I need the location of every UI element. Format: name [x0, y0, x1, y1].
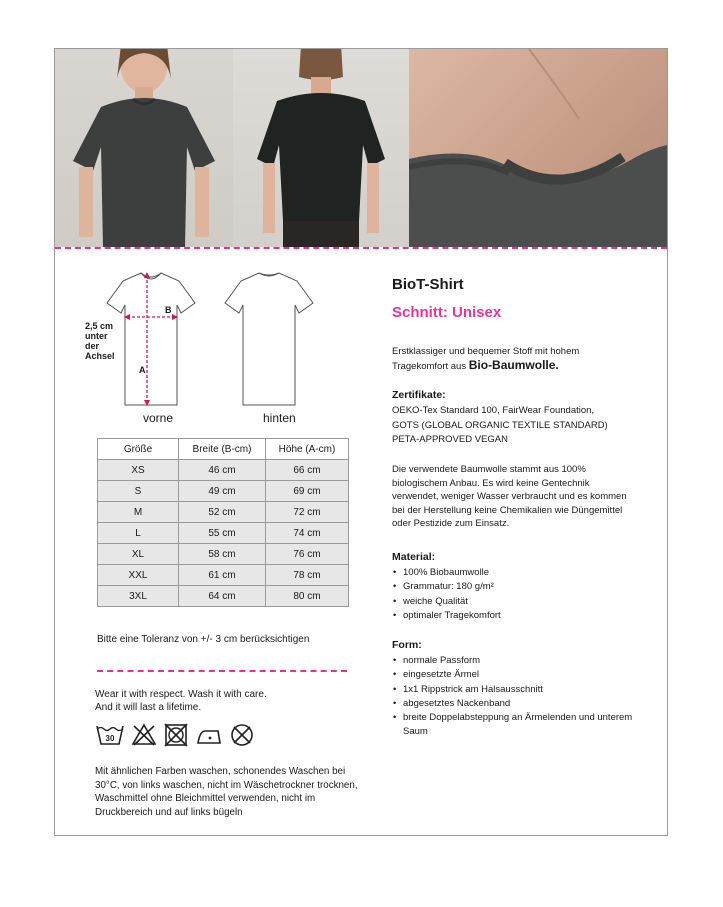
photo-strip	[55, 49, 667, 247]
list-item: • weiche Qualität	[392, 595, 632, 609]
table-row	[98, 502, 349, 523]
list-item: • abgesetztes Nackenband	[392, 697, 636, 711]
product-sheet	[54, 48, 668, 836]
table-cell: 72 cm	[266, 502, 349, 523]
table-row	[98, 544, 349, 565]
table-cell: XXL	[98, 565, 179, 586]
wash-30-icon	[95, 723, 125, 747]
table-cell: 46 cm	[179, 460, 266, 481]
intro-text	[392, 345, 624, 373]
table-cell: XL	[98, 544, 179, 565]
table-row	[98, 586, 349, 607]
iron-low-icon	[195, 723, 223, 747]
table-cell: 66 cm	[266, 460, 349, 481]
table-cell: L	[98, 523, 179, 544]
list-item: • normale Passform	[392, 654, 636, 668]
table-cell: 64 cm	[179, 586, 266, 607]
intro-bold: Bio-Baumwolle.	[468, 357, 559, 372]
list-item: • Grammatur: 180 g/m²	[392, 580, 632, 594]
no-tumble-dry-icon	[163, 723, 189, 747]
intro-normal: Erstklassiger und bequemer Stoff mit hohem Tragekomfort aus	[392, 346, 580, 372]
cert-line-1: OEKO-Tex Standard 100, FairWear Foundation,	[392, 405, 595, 416]
table-row	[98, 523, 349, 544]
table-cell: 55 cm	[179, 523, 266, 544]
table-cell: 61 cm	[179, 565, 266, 586]
cert-line-3: PETA-APPROVED VEGAN	[392, 434, 508, 445]
list-item: • 100% Biobaumwolle	[392, 566, 632, 580]
product-subtitle: Schnitt: Unisex	[392, 304, 502, 321]
model-back-photo	[233, 49, 409, 247]
table-cell: 78 cm	[266, 565, 349, 586]
table-row	[98, 565, 349, 586]
table-cell: S	[98, 481, 179, 502]
table-cell: 80 cm	[266, 586, 349, 607]
tolerance-note: Bitte eine Toleranz von +/- 3 cm berücksichtigen	[97, 634, 310, 645]
measure-a-label: A	[139, 365, 146, 375]
table-cell: M	[98, 502, 179, 523]
no-bleach-icon	[131, 723, 157, 747]
product-title: BioT-Shirt	[392, 276, 464, 293]
wear-line-2: And it will last a lifetime.	[95, 702, 202, 713]
column-header: Höhe (A-cm)	[266, 439, 349, 460]
divider-top	[55, 247, 667, 249]
table-row	[98, 460, 349, 481]
column-header: Größe	[98, 439, 179, 460]
care-instructions: Mit ähnlichen Farben waschen, schonendes Waschen bei 30°C, von links waschen, nicht im Wäschetrockner trocknen, Waschmittel ohne Bleichmittel verwenden, nicht im Druckbereich und auf links bügeln	[95, 766, 358, 818]
size-table	[97, 438, 349, 607]
table-cell: 3XL	[98, 586, 179, 607]
table-header-row	[98, 439, 349, 460]
table-cell: 49 cm	[179, 481, 266, 502]
table-cell: 58 cm	[179, 544, 266, 565]
no-dry-clean-icon	[229, 723, 255, 747]
table-cell: 74 cm	[266, 523, 349, 544]
wash-temp-text: 30	[105, 734, 115, 743]
table-cell: 52 cm	[179, 502, 266, 523]
divider-left	[97, 670, 347, 672]
column-header: Breite (B-cm)	[179, 439, 266, 460]
back-view-label: hinten	[263, 411, 296, 425]
table-cell: XS	[98, 460, 179, 481]
collar-detail-photo	[409, 49, 667, 247]
model-front-photo	[55, 49, 233, 247]
cert-line-2: GOTS (GLOBAL ORGANIC TEXTILE STANDARD)	[392, 420, 608, 431]
table-cell: 69 cm	[266, 481, 349, 502]
table-row	[98, 481, 349, 502]
front-view-label: vorne	[143, 411, 174, 425]
wear-line-1: Wear it with respect. Wash it with care.	[95, 689, 267, 700]
list-item: • eingesetzte Ärmel	[392, 668, 636, 682]
armpit-note: 2,5 cm unter der Achsel	[85, 321, 115, 361]
form-heading: Form:	[392, 639, 422, 651]
form-list	[392, 654, 636, 740]
list-item: • 1x1 Rippstrick am Halsausschnitt	[392, 683, 636, 697]
measurement-diagram	[85, 271, 335, 431]
cert-heading: Zertifikate:	[392, 389, 446, 401]
measure-b-label: B	[165, 305, 172, 315]
table-cell: 76 cm	[266, 544, 349, 565]
material-heading: Material:	[392, 551, 436, 563]
cotton-text: Die verwendete Baumwolle stammt aus 100% biologischem Anbau. Es wird keine Gentechnik verwendet, weniger Wasser verbraucht und es kommen bei der Herstellung keine Chemikalien wie Düngemittel oder Pestizide zum Einsatz.	[392, 464, 627, 529]
list-item: • breite Doppelabsteppung an Ärmelenden und unterem Saum	[392, 711, 636, 740]
material-list	[392, 566, 632, 623]
care-icons	[95, 723, 255, 747]
list-item: • optimaler Tragekomfort	[392, 609, 632, 623]
